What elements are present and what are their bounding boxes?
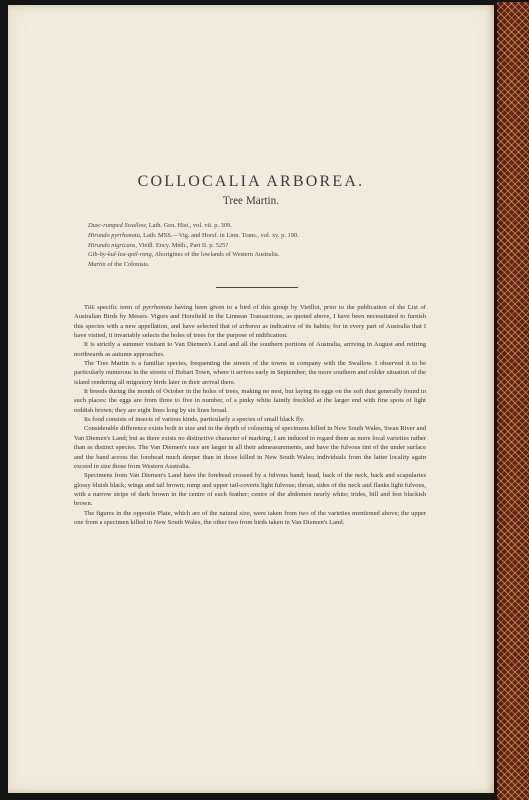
species-title: COLLOCALIA ARBOREA.	[137, 173, 365, 190]
book-page	[8, 5, 494, 793]
paragraph: Considerable difference exists both in size and in the depth of colouring of specimens killed in New South Wales, Swan River and Van Diemen's Land; but as there exists no distinctive character of marking, I am induced to regard them as mere local varieties rather than as distinct species. The Van Diemen's race are larger in all their admeasurements, and have the fulvous tint of the under surface and the band across the forehead much deeper than in those killed in New South Wales; individuals from the latter locality again exceed in size those from Western Australia.	[74, 425, 426, 470]
book-binding-edge	[494, 2, 529, 800]
paragraph: It breeds during the month of October in the holes of trees, making no nest, but laying its eggs on the soft dust generally found in such places: the eggs are from three to five in number, of a pinky white faintly freckled at the larger end with fine spots of light reddish brown; they are eight lines long by six lines broad.	[74, 388, 426, 414]
article-body	[74, 303, 426, 527]
paragraph: Its food consists of insects of various kinds, particularly a species of small black fly.	[84, 416, 305, 424]
section-divider	[216, 287, 298, 288]
synonym-entry: Martin of the Colonists.	[88, 261, 150, 269]
paragraph: The figures in the opposite Plate, which are of the natural size, were taken from two of the varieties mentioned above; the upper one from a specimen killed in New South Wales, the other two from birds taken in Van Diemen's Land.	[74, 509, 426, 526]
paragraph: The specific term of pyrrhonota having been given to a bird of this group by Vieillot, prior to the publication of the List of Australian Birds by Messrs. Vigors and Horsfield in the Linnean Transactions, as quoted above, I have been necessitated to furnish this species with a new appellation, and have selected that of arborea as indicative of its habits; for in every part of Australia that I have visited, it invariably selects the holes of trees for the purpose of nidification.	[74, 304, 427, 340]
synonym-entry: Hirundo pyrrhonota, Lath. MSS.—Vig. and Horsf. in Linn. Trans., vol. xv. p. 190.	[88, 231, 299, 239]
synonym-entry: Gib-by-kul-lea-qoil-rong, Aborigines of the lowlands of Western Australia.	[88, 251, 280, 259]
synonym-entry: Hirundo nigricans, Vieill. Ency. Méth., Part II. p. 525?	[88, 241, 229, 249]
paragraph: It is strictly a summer visitant to Van Diemen's Land and all the southern portions of Australia, arriving in August and retiring northwards as autumn approaches.	[74, 341, 426, 358]
paragraph: Specimens from Van Diemen's Land have the forehead crossed by a fulvous band; head, back of the neck, back and scapularies glossy bluish black; wings and tail brown; rump and upper tail-coverts light fulvous; throat, sides of the neck and flanks light fulvous, with a narrow stripe of dark brown in the centre of each feather; centre of the abdomen nearly white; irides, bill and feet blackish brown.	[74, 472, 426, 508]
common-name: Tree Martin.	[222, 195, 280, 207]
paragraph: The Tree Martin is a familiar species, frequenting the streets of the towns in company with the Swallow. I observed it to be particularly numerous in the streets of Hobart Town, where it arrives early in September; the more southern and colder situation of the island rendering all migratory birds later in their arrival there.	[74, 360, 426, 386]
synonym-entry: Dusc-rumped Swallow, Lath. Gen. Hist., vol. vii. p. 309.	[88, 222, 232, 229]
binding-shadow	[494, 2, 497, 800]
synonymy-list	[88, 221, 448, 270]
